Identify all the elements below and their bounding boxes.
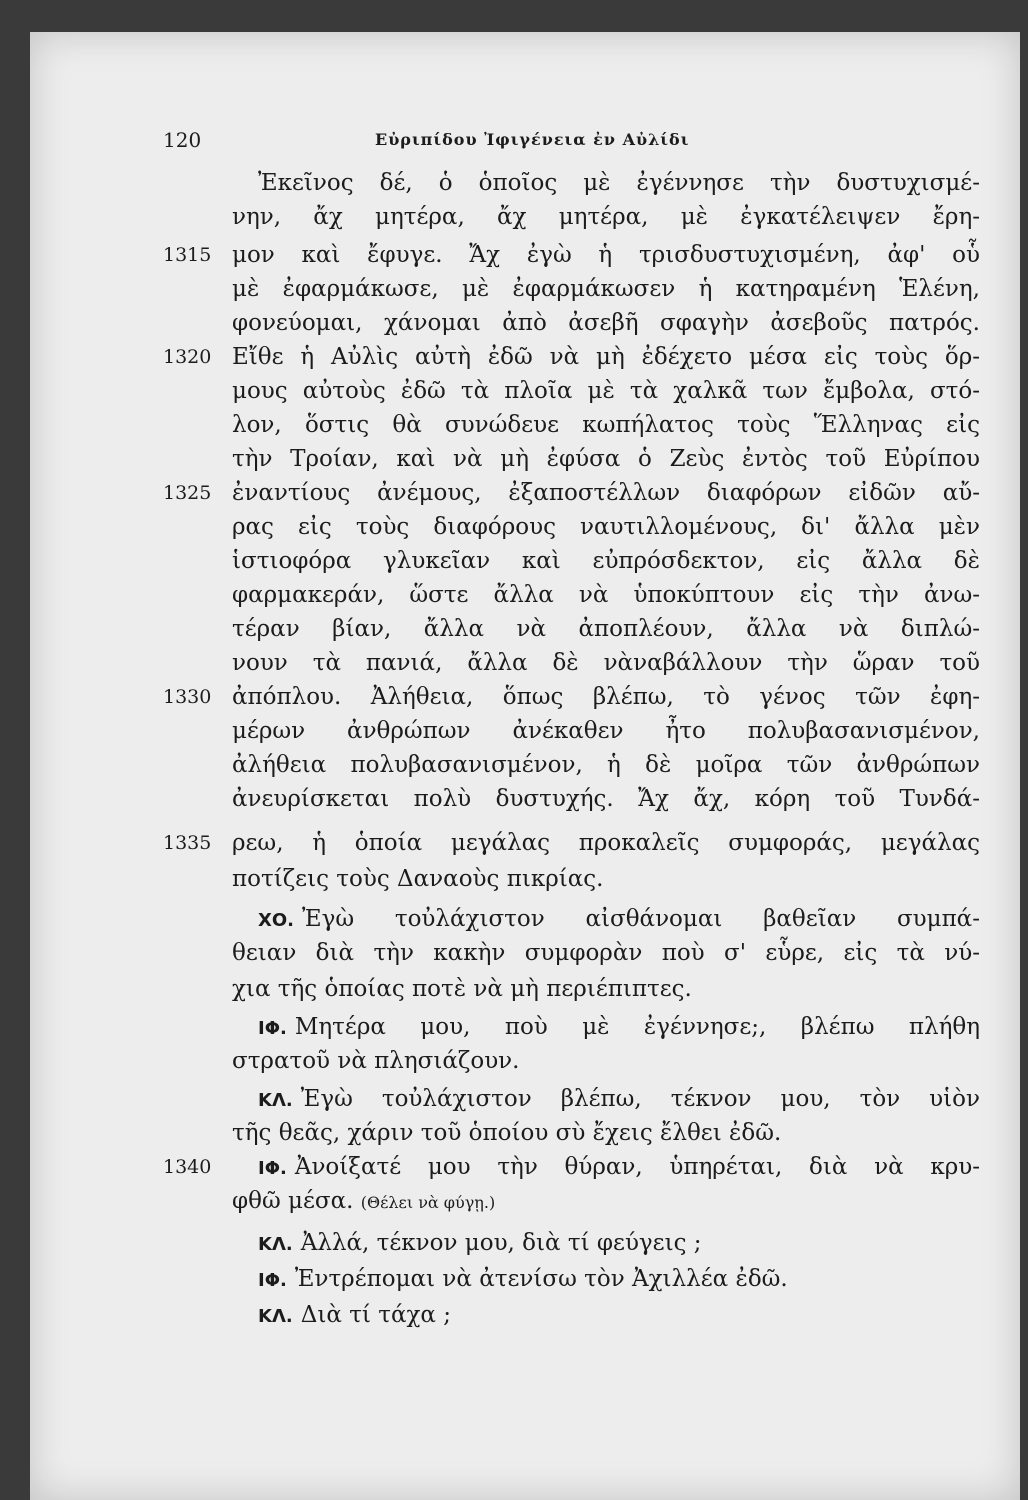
speaker-label: ΙΦ. — [258, 1018, 287, 1039]
line-number-1330: 1330 — [163, 686, 212, 708]
line-number-1315: 1315 — [163, 244, 212, 266]
text-line: Εἴθε ἡ Αὐλὶς αὐτὴ ἐδῶ νὰ μὴ ἐδέχετο μέσα εἰς τοὺς ὅρ- — [232, 344, 980, 370]
text-line: θειαν διὰ τὴν κακὴν συμφορὰν ποὺ σ' εὗρε, εἰς τὰ νύ- — [232, 940, 980, 966]
speech-line — [258, 1262, 980, 1296]
speech-text: Ἐντρέπομαι νὰ ἀτενίσω τὸν Ἀχιλλέα ἐδῶ. — [294, 1266, 788, 1292]
text-line: τὴν Τροίαν, καὶ νὰ μὴ ἐφύσα ὁ Ζεὺς ἐντὸς τοῦ Εὐρίπου — [232, 446, 980, 472]
text-line: τῆς θεᾶς, χάριν τοῦ ὁποίου σὺ ἔχεις ἔλθει ἐδῶ. — [232, 1120, 782, 1146]
speech-text: Μητέρα μου, ποὺ μὲ ἐγέννησε;, βλέπω πλήθη — [294, 1014, 980, 1040]
line-number-1320: 1320 — [163, 346, 212, 368]
speech-text: Ἀλλά, τέκνον μου, διὰ τί φεύγεις ; — [300, 1230, 702, 1256]
text-line: ἱστιοφόρα γλυκεῖαν καὶ εὐπρόσδεκτον, εἰς ἄλλα δὲ — [232, 548, 980, 574]
text-line: ρας εἰς τοὺς διαφόρους ναυτιλλομένους, δι' ἄλλα μὲν — [232, 514, 980, 540]
speech-line — [258, 1082, 980, 1116]
text-line: νην, ἄχ μητέρα, ἄχ μητέρα, μὲ ἐγκατέλειψεν ἔρη- — [232, 204, 980, 230]
text-line: μους αὐτοὺς ἐδῶ τὰ πλοῖα μὲ τὰ χαλκᾶ των ἔμβολα, στό- — [232, 378, 980, 404]
text-line: ρεω, ἡ ὁποία μεγάλας προκαλεῖς συμφοράς, μεγάλας — [232, 830, 980, 856]
text-line: τέραν βίαν, ἄλλα νὰ ἀποπλέουν, ἄλλα νὰ διπλώ- — [232, 616, 980, 642]
text-line: λον, ὅστις θὰ συνώδευε κωπήλατος τοὺς Ἕλληνας εἰς — [232, 412, 980, 438]
text-line: χια τῆς ὁποίας ποτὲ νὰ μὴ περιέπιπτες. — [232, 976, 692, 1002]
text-line: ἐναντίους ἀνέμους, ἐξαποστέλλων διαφόρων εἰδῶν αὔ- — [232, 480, 980, 506]
speaker-label: ΙΦ. — [258, 1158, 287, 1179]
speaker-label: ΙΦ. — [258, 1270, 287, 1291]
speech-text: Ἐγὼ τοὐλάχιστον βλέπω, τέκνον μου, τὸν υἱὸν — [300, 1086, 980, 1112]
speech-text: Ἐγὼ τοὐλάχιστον αἰσθάνομαι βαθεῖαν συμπά- — [302, 906, 980, 932]
text-line: ἀνευρίσκεται πολὺ δυστυχής. Ἄχ ἄχ, κόρη τοῦ Τυνδά- — [232, 786, 980, 812]
line-number-1340: 1340 — [163, 1156, 212, 1178]
speech-text: φθῶ μέσα. — [232, 1188, 354, 1214]
text-line: νουν τὰ πανιά, ἄλλα δὲ νὰναβάλλουν τὴν ὥραν τοῦ — [232, 650, 980, 676]
line-number-1325: 1325 — [163, 482, 212, 504]
text-line: μέρων ἀνθρώπων ἀνέκαθεν ἦτο πολυβασανισμένον, — [232, 718, 980, 744]
text-line: φονεύομαι, χάνομαι ἀπὸ ἀσεβῆ σφαγὴν ἀσεβοῦς πατρός. — [232, 310, 980, 336]
text-line: ἀπόπλου. Ἀλήθεια, ὅπως βλέπω, τὸ γένος τῶν ἐφη- — [232, 684, 980, 710]
speech-line — [258, 1150, 980, 1184]
speech-text: Ἀνοίξατέ μου τὴν θύραν, ὑπηρέται, διὰ νὰ κρυ- — [294, 1154, 980, 1180]
text-line: φαρμακεράν, ὥστε ἄλλα νὰ ὑποκύπτουν εἰς τὴν ἀνω- — [232, 582, 980, 608]
speech-text: Διὰ τί τάχα ; — [300, 1302, 452, 1328]
line-number-1335: 1335 — [163, 832, 212, 854]
running-title: Εὐριπίδου Ἰφιγένεια ἐν Αὐλίδι — [375, 130, 690, 149]
text-line: στρατοῦ νὰ πλησιάζουν. — [232, 1048, 520, 1074]
text-line: Ἐκεῖνος δέ, ὁ ὁποῖος μὲ ἐγέννησε τὴν δυστυχισμέ- — [258, 170, 980, 196]
speaker-label: ΧΟ. — [258, 910, 295, 931]
speech-line — [258, 902, 980, 936]
speaker-label: ΚΛ. — [258, 1090, 293, 1111]
text-line: ποτίζεις τοὺς Δαναοὺς πικρίας. — [232, 866, 604, 892]
page-number: 120 — [163, 128, 202, 152]
text-line: μον καὶ ἔφυγε. Ἄχ ἐγὼ ἡ τρισδυστυχισμένη, ἀφ' οὗ — [232, 242, 980, 268]
speech-line — [258, 1226, 980, 1260]
speaker-label: ΚΛ. — [258, 1306, 293, 1327]
speaker-label: ΚΛ. — [258, 1234, 293, 1255]
stage-direction: (Θέλει νὰ φύγῃ.) — [360, 1193, 496, 1212]
speech-line — [258, 1010, 980, 1044]
speech-line — [232, 1184, 980, 1218]
text-line: ἀλήθεια πολυβασανισμένον, ἡ δὲ μοῖρα τῶν ἀνθρώπων — [232, 752, 980, 778]
speech-line — [258, 1298, 980, 1332]
text-line: μὲ ἐφαρμάκωσε, μὲ ἐφαρμάκωσεν ἡ κατηραμένη Ἑλένη, — [232, 276, 980, 302]
